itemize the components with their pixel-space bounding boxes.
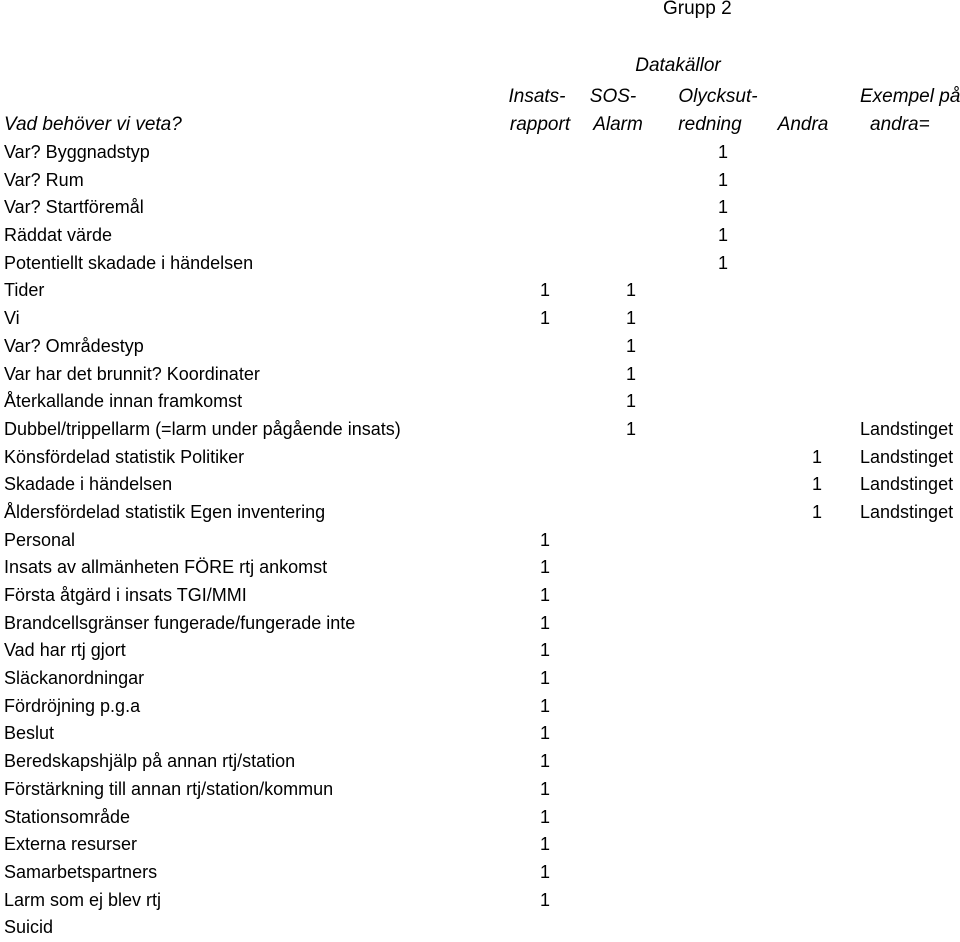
olycksutredning-cell (683, 887, 763, 915)
sos-alarm-cell (591, 499, 671, 527)
andra-cell (777, 610, 857, 638)
table-row (0, 139, 960, 167)
olycksutredning-cell (683, 776, 763, 804)
row-label: Stationsområde (4, 806, 131, 827)
table-row (0, 720, 960, 748)
row-label: Skadade i händelsen (4, 474, 173, 495)
exempel-cell (860, 277, 960, 305)
exempel-cell (860, 637, 960, 665)
row-label: Vad har rtj gjort (4, 640, 126, 661)
olycksutredning-cell (683, 333, 763, 361)
table-row (0, 333, 960, 361)
olycksutredning-cell (683, 637, 763, 665)
table-row (0, 305, 960, 333)
exempel-cell (860, 831, 960, 859)
row-label: Var? Byggnadstyp (4, 142, 150, 162)
sos-alarm-cell (591, 222, 671, 250)
insatsrapport-cell: 1 (539, 308, 550, 329)
table-row (0, 222, 960, 250)
exempel-cell (860, 527, 960, 555)
table-row (0, 554, 960, 582)
sos-alarm-cell (591, 693, 671, 721)
table-row (0, 748, 960, 776)
exempel-header-line2: andra= (870, 114, 930, 135)
exempel-cell (860, 139, 960, 167)
sos-alarm-cell (591, 582, 671, 610)
sos-alarm-cell (591, 554, 671, 582)
olycksutredning-cell (683, 610, 763, 638)
sos-alarm-cell: 1 (625, 308, 636, 329)
row-label: Återkallande innan framkomst (4, 391, 243, 412)
table-row (0, 527, 960, 555)
exempel-cell: Landstinget (860, 446, 954, 467)
andra-cell (777, 277, 857, 305)
olycks-header-line1: Olycksut- (678, 86, 758, 107)
table-row (0, 665, 960, 693)
table-row (0, 277, 960, 305)
data-table (0, 139, 960, 942)
insatsrapport-cell (505, 499, 585, 527)
row-label: Beredskapshjälp på annan rtj/station (4, 751, 296, 772)
sos-alarm-cell: 1 (625, 391, 636, 412)
exempel-cell (860, 582, 960, 610)
sos-alarm-cell (591, 471, 671, 499)
sos-alarm-cell (591, 720, 671, 748)
exempel-cell (860, 222, 960, 250)
sos-alarm-cell (591, 527, 671, 555)
insatsrapport-cell: 1 (539, 695, 550, 716)
olycksutredning-cell: 1 (717, 169, 728, 190)
row-label: Suicid (4, 917, 54, 938)
andra-cell (777, 361, 857, 389)
andra-cell (777, 859, 857, 887)
row-label: Personal (4, 529, 76, 550)
olycksutredning-cell: 1 (717, 225, 728, 246)
row-label: Var? Rum (4, 169, 84, 190)
insatsrapport-cell: 1 (539, 585, 550, 605)
olycksutredning-cell (683, 804, 763, 832)
exempel-cell (860, 748, 960, 776)
sos-alarm-cell: 1 (625, 363, 636, 384)
sos-header-line1: SOS- (589, 86, 637, 107)
table-row (0, 582, 960, 610)
sos-header-line2: Alarm (593, 114, 643, 135)
exempel-cell (860, 194, 960, 222)
andra-cell (777, 388, 857, 416)
olycksutredning-cell (683, 748, 763, 776)
row-label: Beslut (4, 723, 55, 744)
insatsrapport-cell (505, 250, 585, 278)
andra-cell (777, 416, 857, 444)
andra-cell (777, 250, 857, 278)
exempel-cell: Landstinget (860, 418, 954, 439)
row-label: Könsfördelad statistik Politiker (4, 446, 245, 467)
exempel-cell (860, 693, 960, 721)
table-row (0, 776, 960, 804)
exempel-cell: Landstinget (860, 501, 954, 522)
row-label: Räddat värde (4, 225, 113, 246)
exempel-cell (860, 333, 960, 361)
insatsrapport-cell: 1 (539, 557, 550, 578)
row-label: Vi (4, 308, 20, 329)
olycksutredning-cell: 1 (717, 252, 728, 273)
insats-header-line2: rapport (509, 114, 571, 135)
insatsrapport-cell (505, 194, 585, 222)
sos-alarm-cell (591, 250, 671, 278)
olycksutredning-cell (683, 527, 763, 555)
sos-alarm-cell (591, 887, 671, 915)
sos-alarm-cell (591, 748, 671, 776)
exempel-cell (860, 887, 960, 915)
olycksutredning-cell (683, 831, 763, 859)
andra-cell (777, 222, 857, 250)
table-row (0, 831, 960, 859)
row-label: Var? Områdestyp (4, 335, 144, 356)
andra-cell (777, 637, 857, 665)
insatsrapport-cell: 1 (539, 612, 550, 633)
insatsrapport-cell (505, 416, 585, 444)
row-label: Externa resurser (4, 834, 138, 855)
table-row (0, 444, 960, 472)
table-row (0, 693, 960, 721)
andra-cell: 1 (811, 446, 822, 467)
andra-cell (777, 139, 857, 167)
insatsrapport-cell (505, 388, 585, 416)
exempel-cell (860, 610, 960, 638)
insatsrapport-cell: 1 (539, 834, 550, 855)
andra-cell (777, 720, 857, 748)
row-label: Larm som ej blev rtj (4, 889, 162, 910)
exempel-cell: Landstinget (860, 474, 954, 495)
olycksutredning-cell (683, 277, 763, 305)
page-title: Grupp 2 (663, 0, 732, 19)
insatsrapport-cell: 1 (539, 751, 550, 772)
olycksutredning-cell (683, 665, 763, 693)
row-label: Dubbel/trippellarm (=larm under pågående insats) (4, 418, 401, 439)
exempel-cell (860, 665, 960, 693)
table-row (0, 250, 960, 278)
insatsrapport-cell (505, 444, 585, 472)
insatsrapport-cell (505, 139, 585, 167)
sos-alarm-cell (591, 139, 671, 167)
insatsrapport-cell: 1 (539, 778, 550, 799)
andra-cell: 1 (811, 474, 822, 495)
row-label: Samarbetspartners (4, 861, 158, 882)
exempel-cell (860, 167, 960, 195)
sos-alarm-cell: 1 (625, 335, 636, 356)
andra-cell (777, 305, 857, 333)
andra-cell (777, 554, 857, 582)
sos-alarm-cell (591, 804, 671, 832)
insatsrapport-cell: 1 (539, 889, 550, 910)
olycksutredning-cell (683, 388, 763, 416)
table-row (0, 388, 960, 416)
andra-header: Andra (777, 114, 829, 135)
sos-alarm-cell: 1 (625, 280, 636, 301)
exempel-cell (860, 859, 960, 887)
insatsrapport-cell: 1 (539, 668, 550, 689)
row-label: Tider (4, 280, 45, 301)
table-row (0, 499, 960, 527)
sos-alarm-cell (591, 610, 671, 638)
exempel-cell (860, 388, 960, 416)
sos-alarm-cell (591, 665, 671, 693)
table-row (0, 361, 960, 389)
exempel-cell (860, 776, 960, 804)
olycksutredning-cell (683, 859, 763, 887)
table-row (0, 637, 960, 665)
olycksutredning-cell (683, 693, 763, 721)
row-label: Förstärkning till annan rtj/station/kommun (4, 778, 334, 799)
olycksutredning-cell (683, 305, 763, 333)
insats-header-line1: Insats- (508, 86, 566, 107)
datasources-group-header: Datakällor (635, 55, 721, 76)
table-row (0, 167, 960, 195)
andra-cell: 1 (811, 501, 822, 522)
exempel-cell (860, 361, 960, 389)
sos-alarm-cell (591, 194, 671, 222)
table-row (0, 887, 960, 915)
andra-cell (777, 804, 857, 832)
insatsrapport-cell (505, 333, 585, 361)
insatsrapport-cell (505, 167, 585, 195)
andra-cell (777, 527, 857, 555)
olycksutredning-cell (683, 471, 763, 499)
insatsrapport-cell: 1 (539, 640, 550, 661)
insatsrapport-cell (505, 222, 585, 250)
olycksutredning-cell: 1 (717, 142, 728, 162)
andra-cell (777, 831, 857, 859)
olycksutredning-cell (683, 582, 763, 610)
exempel-cell (860, 305, 960, 333)
table-row (0, 859, 960, 887)
table-row (0, 194, 960, 222)
olycksutredning-cell (683, 416, 763, 444)
andra-cell (777, 333, 857, 361)
sos-alarm-cell (591, 167, 671, 195)
andra-cell (777, 776, 857, 804)
question-column-header: Vad behöver vi veta? (4, 114, 182, 135)
row-label: Potentiellt skadade i händelsen (4, 252, 254, 273)
row-label: Första åtgärd i insats TGI/MMI (4, 585, 247, 605)
row-label: Insats av allmänheten FÖRE rtj ankomst (4, 557, 328, 578)
sos-alarm-cell: 1 (625, 418, 636, 439)
olycksutredning-cell (683, 444, 763, 472)
sos-alarm-cell (591, 831, 671, 859)
row-label: Brandcellsgränser fungerade/fungerade inte (4, 612, 356, 633)
insatsrapport-cell: 1 (539, 280, 550, 301)
andra-cell (777, 887, 857, 915)
insatsrapport-cell (505, 471, 585, 499)
exempel-header-line1: Exempel på (860, 86, 960, 107)
andra-cell (777, 194, 857, 222)
row-label: Var har det brunnit? Koordinater (4, 363, 260, 384)
insatsrapport-cell: 1 (539, 723, 550, 744)
insatsrapport-cell: 1 (539, 861, 550, 882)
row-label: Släckanordningar (4, 668, 145, 689)
andra-cell (777, 167, 857, 195)
sos-alarm-cell (591, 444, 671, 472)
andra-cell (777, 582, 857, 610)
andra-cell (777, 665, 857, 693)
olycks-header-line2: redning (678, 114, 742, 135)
row-label: Var? Startföremål (4, 197, 144, 218)
row-label: Åldersfördelad statistik Egen inventering (4, 501, 326, 522)
andra-cell (777, 693, 857, 721)
insatsrapport-cell: 1 (539, 529, 550, 550)
olycksutredning-cell (683, 554, 763, 582)
exempel-cell (860, 250, 960, 278)
exempel-cell (860, 720, 960, 748)
insatsrapport-cell (505, 361, 585, 389)
andra-cell (777, 748, 857, 776)
table-row (0, 471, 960, 499)
exempel-cell (860, 804, 960, 832)
table-row (0, 804, 960, 832)
sos-alarm-cell (591, 776, 671, 804)
insatsrapport-cell: 1 (539, 806, 550, 827)
olycksutredning-cell (683, 499, 763, 527)
sos-alarm-cell (591, 637, 671, 665)
table-row (0, 416, 960, 444)
row-label: Fördröjning p.g.a (4, 695, 141, 716)
olycksutredning-cell (683, 720, 763, 748)
table-row (0, 610, 960, 638)
olycksutredning-cell (683, 361, 763, 389)
exempel-cell (860, 554, 960, 582)
sos-alarm-cell (591, 859, 671, 887)
olycksutredning-cell: 1 (717, 197, 728, 218)
